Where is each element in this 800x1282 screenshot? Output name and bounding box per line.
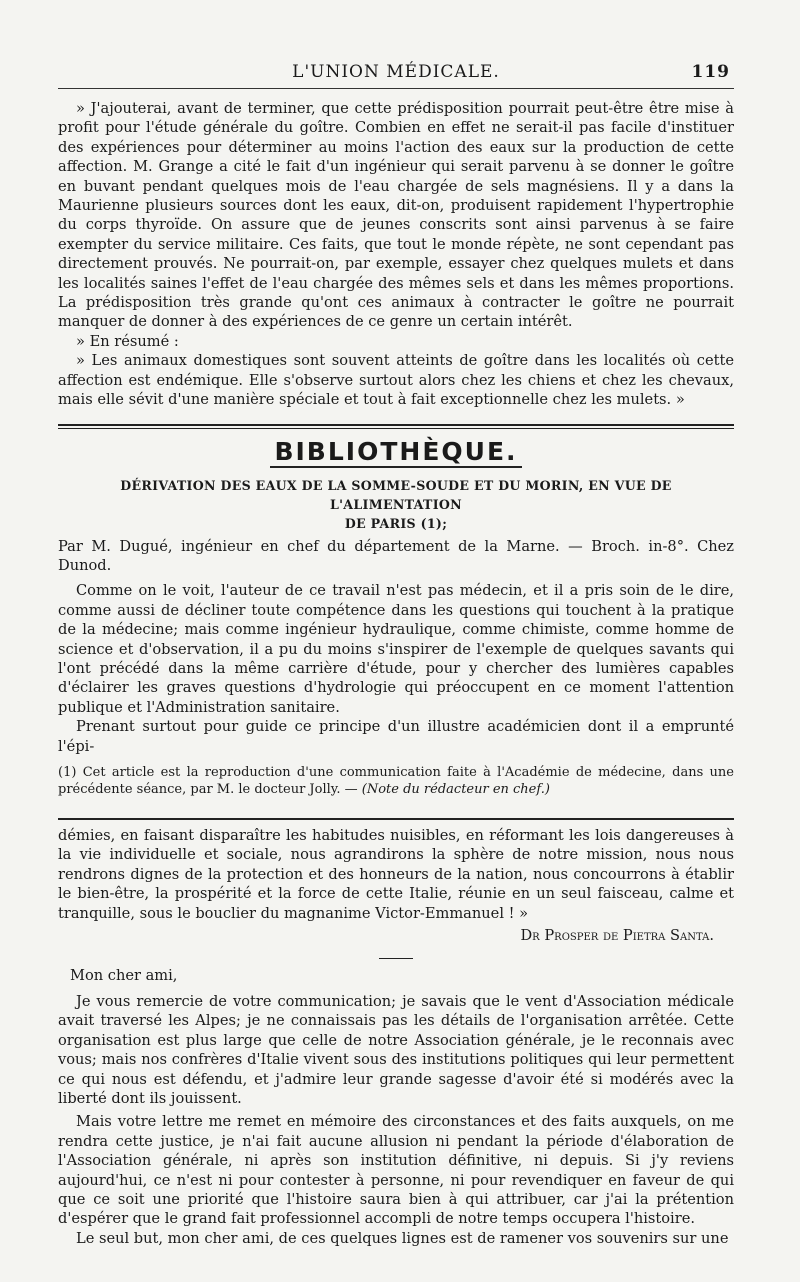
letter-paragraph: Mais votre lettre me remet en mémoire des circonstances et des faits auxquels, on me rendra cette justice, je n'ai fait aucune allusion ni pendant la période d'élaboration de l'Association générale, ni après son institution définitive, ni depuis. Si j'y reviens aujourd'hui, ce n'est ni pour contester à personne, ni pour revendiquer en faveur de qui que ce soit une priorité que l'histoire saura bien à qui attribuer, car j'ai la prétention d'espérer que le grand fait professionnel accompli de notre temps occupera l'histoire. [58, 1113, 734, 1228]
paragraph-summary: » Les animaux domestiques sont souvent atteints de goître dans les localités où cette affection est endémique. Elle s'observe surtout alors chez les chiens et chez les chevaux, mais elle sévit d'une manière spéciale et tout à fait exceptionnelle chez les mulets. » [58, 352, 734, 409]
journal-title: L'UNION MÉDICALE. [292, 62, 500, 82]
running-header [58, 58, 734, 89]
letter-continuation: démies, en faisant disparaître les habitudes nuisibles, en réformant les lois dangereuses à la vie individuelle et sociale, nous agrandirons la sphère de notre mission, nous nous rendrons dignes de la protection et des honneurs de la nation, nous concourrons à établir le bien-être, la prospérité et la force de cette Italie, réunie en un seul faisceau, calme et tranquille, sous le bouclier du magnanime Victor-Emmanuel ! » [58, 826, 734, 922]
article-title-line-2: DE PARIS (1); [344, 515, 448, 531]
article-byline: Par M. Dugué, ingénieur en chef du département de la Marne. — Broch. in-8°. Chez Dunod. [58, 537, 734, 574]
signature: Dr Prosper de Pietra Santa. [520, 927, 714, 944]
article-title-line-1: DÉRIVATION DES EAUX DE LA SOMME-SOUDE ET DU MORIN, EN VUE DE L'ALIMENTATION [120, 477, 672, 512]
section-heading [58, 437, 734, 466]
short-divider [379, 958, 413, 959]
section-rule [58, 424, 734, 429]
article-paragraph: Prenant surtout pour guide ce principe d'un illustre académicien dont il a emprunté l'épi- [58, 718, 734, 755]
document-page [58, 58, 734, 1248]
paragraph-summary-intro: » En résumé : [76, 332, 179, 350]
footnote [58, 764, 734, 798]
footnote-editor-note: (Note du rédacteur en chef.) [361, 781, 550, 797]
letter-paragraph: Le seul but, mon cher ami, de ces quelques lignes est de ramener vos souvenirs sur une [76, 1229, 729, 1247]
footnote-text: (1) Cet article est la reproduction d'une communication faite à l'Académie de médecine, dans une précédente séance, par M. le docteur Jolly. — [58, 764, 734, 797]
divider-rule [58, 818, 734, 820]
section-heading-text: BIBLIOTHÈQUE. [270, 437, 521, 468]
salutation: Mon cher ami, [70, 967, 178, 984]
article-paragraph: Comme on le voit, l'auteur de ce travail n'est pas médecin, et il a pris soin de le dire, comme aussi de décliner toute compétence dans les questions qui touchent à la pratique de la médecine; mais comme ingénieur hydraulique, comme chimiste, comme homme de science et d'observation, il a pu du moins s'inspirer de l'exemple de quelques savants qui l'ont précédé dans la même carrière d'étude, pour y chercher des lumières capables d'éclairer les graves questions d'hydrologie qui préoccupent en ce moment l'attention publique et l'Administration sanitaire. [58, 582, 734, 716]
page-number: 119 [691, 62, 730, 82]
letter-paragraph: Je vous remercie de votre communication; je savais que le vent d'Association médicale avait traversé les Alpes; je ne connaissais pas les détails de l'organisation arrêtée. Cette organisation est plus large que celle de notre Association générale, je le reconnais avec vous; mais nos confrères d'Italie vivent sous des institutions politiques qui leur permettent ce qui nous est défendu, et j'admire leur grande sagesse d'avoir été si modérés avec la liberté dont ils jouissent. [58, 993, 734, 1108]
paragraph-goitre-experiments: » J'ajouterai, avant de terminer, que cette prédisposition pourrait peut-être être mise à profit pour l'étude générale du goître. Combien en effet ne serait-il pas facile d'instituer des expériences pour déterminer au moins l'action des eaux sur la production de cette affection. M. Grange a cité le fait d'un ingénieur qui serait parvenu à se donner le goître en buvant pendant quelques mois de l'eau chargée de sels magnésiens. Il y a dans la Maurienne plusieurs sources dont les eaux, dit-on, produisent rapidement l'hypertrophie du corps thyroïde. On assure que de jeunes conscrits sont ainsi parvenus à se faire exempter du service militaire. Ces faits, que tout le monde répète, ne sont cependant pas directement prouvés. Ne pourrait-on, par exemple, essayer chez quelques mulets et dans les localités saines l'effet de l'eau chargée des mêmes sels et dans les mêmes proportions. La prédisposition très grande qu'ont ces animaux à contracter le goître ne pourrait manquer de donner à des expériences de ce genre un certain intérêt. [58, 100, 734, 331]
